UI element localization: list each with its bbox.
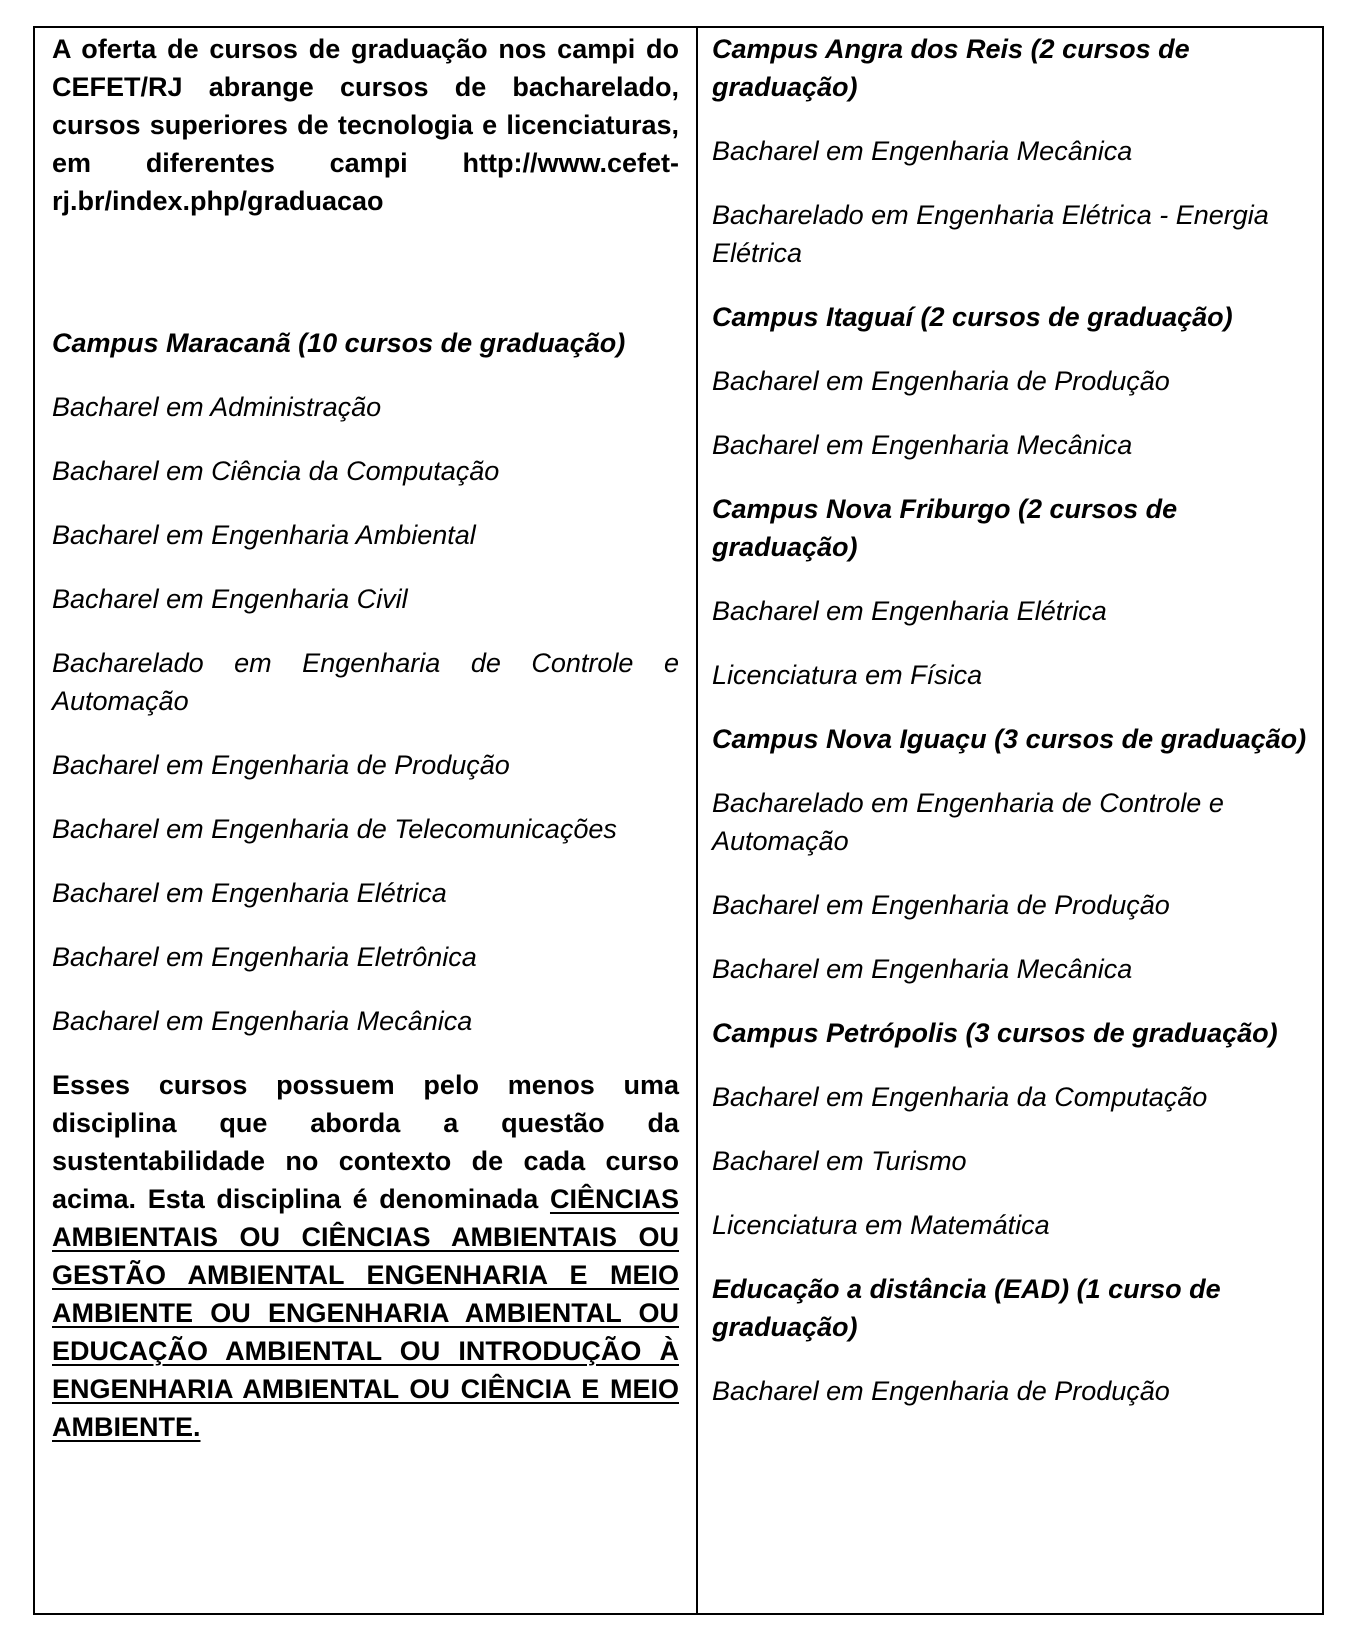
campus-heading: Campus Petrópolis (3 cursos de graduação)	[712, 1018, 1278, 1048]
course-item: Bacharel em Engenharia de Telecomunicações	[52, 814, 617, 844]
course-item: Bacharel em Engenharia Mecânica	[52, 1006, 473, 1036]
right-column	[698, 28, 1322, 1613]
course-item: Licenciatura em Matemática	[712, 1210, 1050, 1240]
course-item: Bacharel em Engenharia Mecânica	[712, 954, 1133, 984]
course-item: Bacharel em Administração	[52, 392, 382, 422]
campus-heading: Campus Angra dos Reis (2 cursos de graduação)	[712, 34, 1190, 102]
discipline-names: CIÊNCIAS AMBIENTAIS OU CIÊNCIAS AMBIENTAIS OU GESTÃO AMBIENTAL ENGENHARIA E MEIO AMBIENTE OU ENGENHARIA AMBIENTAL OU EDUCAÇÃO AMBIENTAL OU INTRODUÇÃO À ENGENHARIA AMBIENTAL OU CIÊNCIA E MEIO AMBIENTE.	[52, 1184, 679, 1442]
course-item: Bacharelado em Engenharia de Controle e Automação	[52, 648, 679, 716]
intro-paragraph	[52, 30, 679, 220]
course-item: Bacharel em Engenharia Mecânica	[712, 136, 1133, 166]
courses-table	[33, 26, 1324, 1615]
course-item: Bacharel em Engenharia de Produção	[712, 366, 1170, 396]
campus-maracana-heading: Campus Maracanã (10 cursos de graduação)	[52, 328, 626, 358]
campus-heading: Campus Nova Friburgo (2 cursos de graduação)	[712, 494, 1178, 562]
course-item: Bacharel em Engenharia Ambiental	[52, 520, 476, 550]
course-item: Bacharel em Engenharia de Produção	[712, 890, 1170, 920]
course-item: Bacharel em Engenharia Civil	[52, 584, 408, 614]
course-item: Bacharelado em Engenharia de Controle e Automação	[712, 788, 1224, 856]
course-item: Bacharel em Turismo	[712, 1146, 967, 1176]
course-item: Bacharel em Engenharia Elétrica	[52, 878, 447, 908]
course-item: Bacharel em Ciência da Computação	[52, 456, 500, 486]
closing-paragraph	[52, 1066, 679, 1446]
campus-heading: Campus Itaguaí (2 cursos de graduação)	[712, 302, 1233, 332]
course-item: Bacharel em Engenharia de Produção	[712, 1376, 1170, 1406]
course-item: Licenciatura em Física	[712, 660, 983, 690]
course-item: Bacharelado em Engenharia Elétrica - Energia Elétrica	[712, 200, 1269, 268]
campus-heading: Campus Nova Iguaçu (3 cursos de graduação)	[712, 724, 1307, 754]
left-column	[35, 28, 698, 1613]
intro-text: A oferta de cursos de graduação nos campi do CEFET/RJ abrange cursos de bacharelado, cursos superiores de tecnologia e licenciaturas, em diferentes campi	[52, 34, 679, 178]
course-item: Bacharel em Engenharia da Computação	[712, 1082, 1208, 1112]
course-item: Bacharel em Engenharia de Produção	[52, 750, 510, 780]
course-item: Bacharel em Engenharia Eletrônica	[52, 942, 477, 972]
course-item: Bacharel em Engenharia Elétrica	[712, 596, 1107, 626]
closing-text: Esses cursos possuem pelo menos uma disciplina que aborda a questão da sustentabilidade no contexto de cada curso acima. Esta disciplina é denominada	[52, 1070, 679, 1214]
campus-heading: Educação a distância (EAD) (1 curso de graduação)	[712, 1274, 1221, 1342]
course-item: Bacharel em Engenharia Mecânica	[712, 430, 1133, 460]
graduation-url: http://www.cefet-rj.br/index.php/graduacao	[52, 148, 679, 216]
